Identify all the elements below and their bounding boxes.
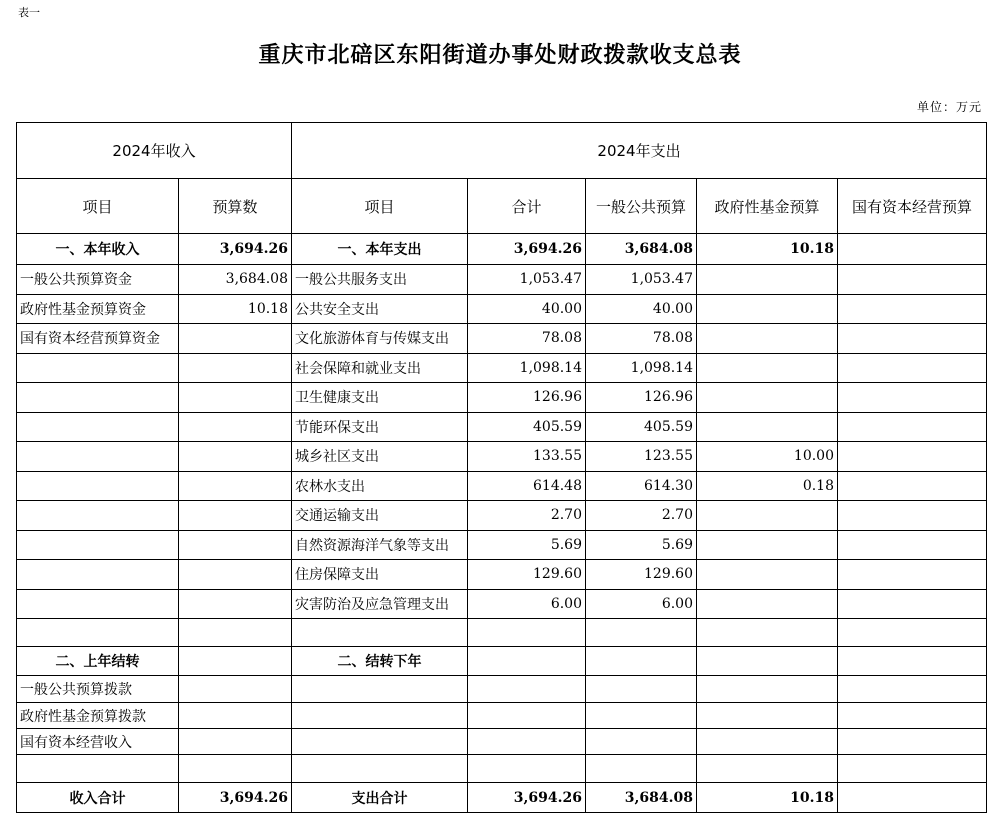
table-cell (697, 703, 838, 729)
table-cell (838, 324, 987, 354)
unit-label: 单位：万元 (916, 100, 982, 114)
table-cell (17, 442, 179, 472)
table-cell (468, 755, 586, 783)
table-cell: 交通运输支出 (292, 501, 468, 531)
table-row (17, 755, 987, 783)
table-cell (838, 560, 987, 590)
table-cell: 公共安全支出 (292, 294, 468, 324)
table-cell: 78.08 (468, 324, 586, 354)
table-cell (17, 589, 179, 619)
table-cell (179, 560, 292, 590)
table-cell (179, 755, 292, 783)
table-cell (292, 676, 468, 703)
table-row (17, 560, 987, 590)
table-cell (838, 442, 987, 472)
table-cell (697, 265, 838, 295)
table-cell (179, 353, 292, 383)
table-cell: 3,684.08 (586, 783, 697, 813)
table-cell: 社会保障和就业支出 (292, 353, 468, 383)
table-cell (697, 530, 838, 560)
table-cell: 10.18 (697, 234, 838, 265)
table-cell: 129.60 (468, 560, 586, 590)
table-cell: 614.48 (468, 471, 586, 501)
table-cell: 10.18 (697, 783, 838, 813)
table-row (17, 265, 987, 295)
table-cell (179, 530, 292, 560)
table-cell (468, 676, 586, 703)
table-cell (838, 589, 987, 619)
table-cell (838, 755, 987, 783)
table-row (17, 412, 987, 442)
table-cell: 3,684.08 (179, 265, 292, 295)
table-cell: 123.55 (586, 442, 697, 472)
table-row (17, 442, 987, 472)
table-cell (697, 383, 838, 413)
table-cell: 节能环保支出 (292, 412, 468, 442)
table-cell: 城乡社区支出 (292, 442, 468, 472)
table-row (17, 676, 987, 703)
table-cell: 10.00 (697, 442, 838, 472)
table-cell (17, 501, 179, 531)
table-row (17, 501, 987, 531)
table-cell (179, 412, 292, 442)
table-row (17, 729, 987, 755)
table-cell: 78.08 (586, 324, 697, 354)
table-cell: 1,053.47 (586, 265, 697, 295)
table-cell: 5.69 (468, 530, 586, 560)
table-cell (838, 501, 987, 531)
table-row (17, 234, 987, 265)
table-cell (179, 589, 292, 619)
table-row (17, 383, 987, 413)
table-cell: 收入合计 (17, 783, 179, 813)
column-header: 国有资本经营预算 (838, 179, 987, 234)
table-cell (838, 647, 987, 676)
table-cell: 3,694.26 (468, 783, 586, 813)
column-header: 项目 (17, 179, 179, 234)
table-cell: 405.59 (468, 412, 586, 442)
table-cell: 0.18 (697, 471, 838, 501)
table-cell: 国有资本经营收入 (17, 729, 179, 755)
table-cell: 政府性基金预算拨款 (17, 703, 179, 729)
table-cell (179, 676, 292, 703)
table-cell: 一、本年支出 (292, 234, 468, 265)
table-cell: 6.00 (586, 589, 697, 619)
table-cell: 卫生健康支出 (292, 383, 468, 413)
table-cell (838, 353, 987, 383)
page-title: 重庆市北碚区东阳街道办事处财政拨款收支总表 (258, 42, 742, 68)
table-cell (586, 755, 697, 783)
table-cell (697, 589, 838, 619)
budget-table (16, 122, 987, 813)
table-cell: 3,694.26 (179, 234, 292, 265)
table-cell: 5.69 (586, 530, 697, 560)
table-cell: 2.70 (586, 501, 697, 531)
table-cell (697, 619, 838, 647)
table-cell (17, 383, 179, 413)
table-cell: 一般公共服务支出 (292, 265, 468, 295)
table-row (17, 703, 987, 729)
table-cell (697, 560, 838, 590)
table-cell (179, 324, 292, 354)
table-cell (17, 755, 179, 783)
column-header: 预算数 (179, 179, 292, 234)
table-cell (697, 729, 838, 755)
table-cell: 国有资本经营预算资金 (17, 324, 179, 354)
table-cell (468, 647, 586, 676)
table-cell: 3,694.26 (179, 783, 292, 813)
table-cell: 1,053.47 (468, 265, 586, 295)
table-cell: 126.96 (586, 383, 697, 413)
table-cell (697, 353, 838, 383)
table-cell (17, 412, 179, 442)
table-cell (838, 619, 987, 647)
table-cell (586, 676, 697, 703)
table-cell: 农林水支出 (292, 471, 468, 501)
table-cell: 10.18 (179, 294, 292, 324)
table-cell: 405.59 (586, 412, 697, 442)
table-cell: 灾害防治及应急管理支出 (292, 589, 468, 619)
table-cell: 2.70 (468, 501, 586, 531)
table-cell (468, 703, 586, 729)
table-row (17, 530, 987, 560)
table-cell (292, 619, 468, 647)
table-cell (179, 619, 292, 647)
table-cell: 自然资源海洋气象等支出 (292, 530, 468, 560)
table-cell: 政府性基金预算资金 (17, 294, 179, 324)
table-cell (292, 755, 468, 783)
table-cell (838, 729, 987, 755)
table-cell: 40.00 (586, 294, 697, 324)
table-row (17, 783, 987, 813)
table-cell: 一般公共预算资金 (17, 265, 179, 295)
table-row (17, 471, 987, 501)
table-row (17, 324, 987, 354)
table-cell (697, 647, 838, 676)
table-cell (179, 471, 292, 501)
table-cell (179, 501, 292, 531)
table-cell (179, 703, 292, 729)
table-cell: 1,098.14 (468, 353, 586, 383)
table-cell (17, 560, 179, 590)
table-cell (586, 703, 697, 729)
table-cell (838, 703, 987, 729)
table-cell (17, 471, 179, 501)
table-cell (179, 729, 292, 755)
table-cell (838, 265, 987, 295)
table-cell: 3,684.08 (586, 234, 697, 265)
table-cell (17, 353, 179, 383)
table-cell (838, 412, 987, 442)
table-cell: 133.55 (468, 442, 586, 472)
table-cell (838, 383, 987, 413)
table-cell (697, 501, 838, 531)
table-cell (697, 755, 838, 783)
table-cell (179, 442, 292, 472)
table-cell (468, 729, 586, 755)
table-cell: 6.00 (468, 589, 586, 619)
table-cell (838, 234, 987, 265)
table-cell (292, 729, 468, 755)
table-row (17, 619, 987, 647)
table-cell (468, 619, 586, 647)
column-header: 一般公共预算 (586, 179, 697, 234)
table-cell: 支出合计 (292, 783, 468, 813)
table-cell (697, 324, 838, 354)
table-cell (697, 676, 838, 703)
table-cell (586, 619, 697, 647)
table-row (17, 647, 987, 676)
table-cell: 3,694.26 (468, 234, 586, 265)
table-cell: 129.60 (586, 560, 697, 590)
expense-group-header: 2024年支出 (292, 123, 987, 179)
table-cell: 住房保障支出 (292, 560, 468, 590)
table-cell: 文化旅游体育与传媒支出 (292, 324, 468, 354)
table-row (17, 353, 987, 383)
table-cell (697, 412, 838, 442)
table-cell (697, 294, 838, 324)
table-cell: 二、上年结转 (17, 647, 179, 676)
column-header: 合计 (468, 179, 586, 234)
table-cell (17, 530, 179, 560)
table-cell: 126.96 (468, 383, 586, 413)
table-cell: 1,098.14 (586, 353, 697, 383)
table-number: 表一 (18, 6, 40, 19)
table-cell (838, 783, 987, 813)
table-cell (838, 471, 987, 501)
column-header: 政府性基金预算 (697, 179, 838, 234)
table-row (17, 589, 987, 619)
table-cell (586, 647, 697, 676)
table-cell: 二、结转下年 (292, 647, 468, 676)
table-cell: 一般公共预算拨款 (17, 676, 179, 703)
table-cell (838, 676, 987, 703)
table-cell: 一、本年收入 (17, 234, 179, 265)
table-cell (179, 647, 292, 676)
table-cell (838, 530, 987, 560)
table-cell: 614.30 (586, 471, 697, 501)
table-cell (586, 729, 697, 755)
column-header: 项目 (292, 179, 468, 234)
table-cell (292, 703, 468, 729)
income-group-header: 2024年收入 (17, 123, 292, 179)
table-cell (17, 619, 179, 647)
table-cell: 40.00 (468, 294, 586, 324)
table-cell (838, 294, 987, 324)
table-row (17, 294, 987, 324)
table-cell (179, 383, 292, 413)
